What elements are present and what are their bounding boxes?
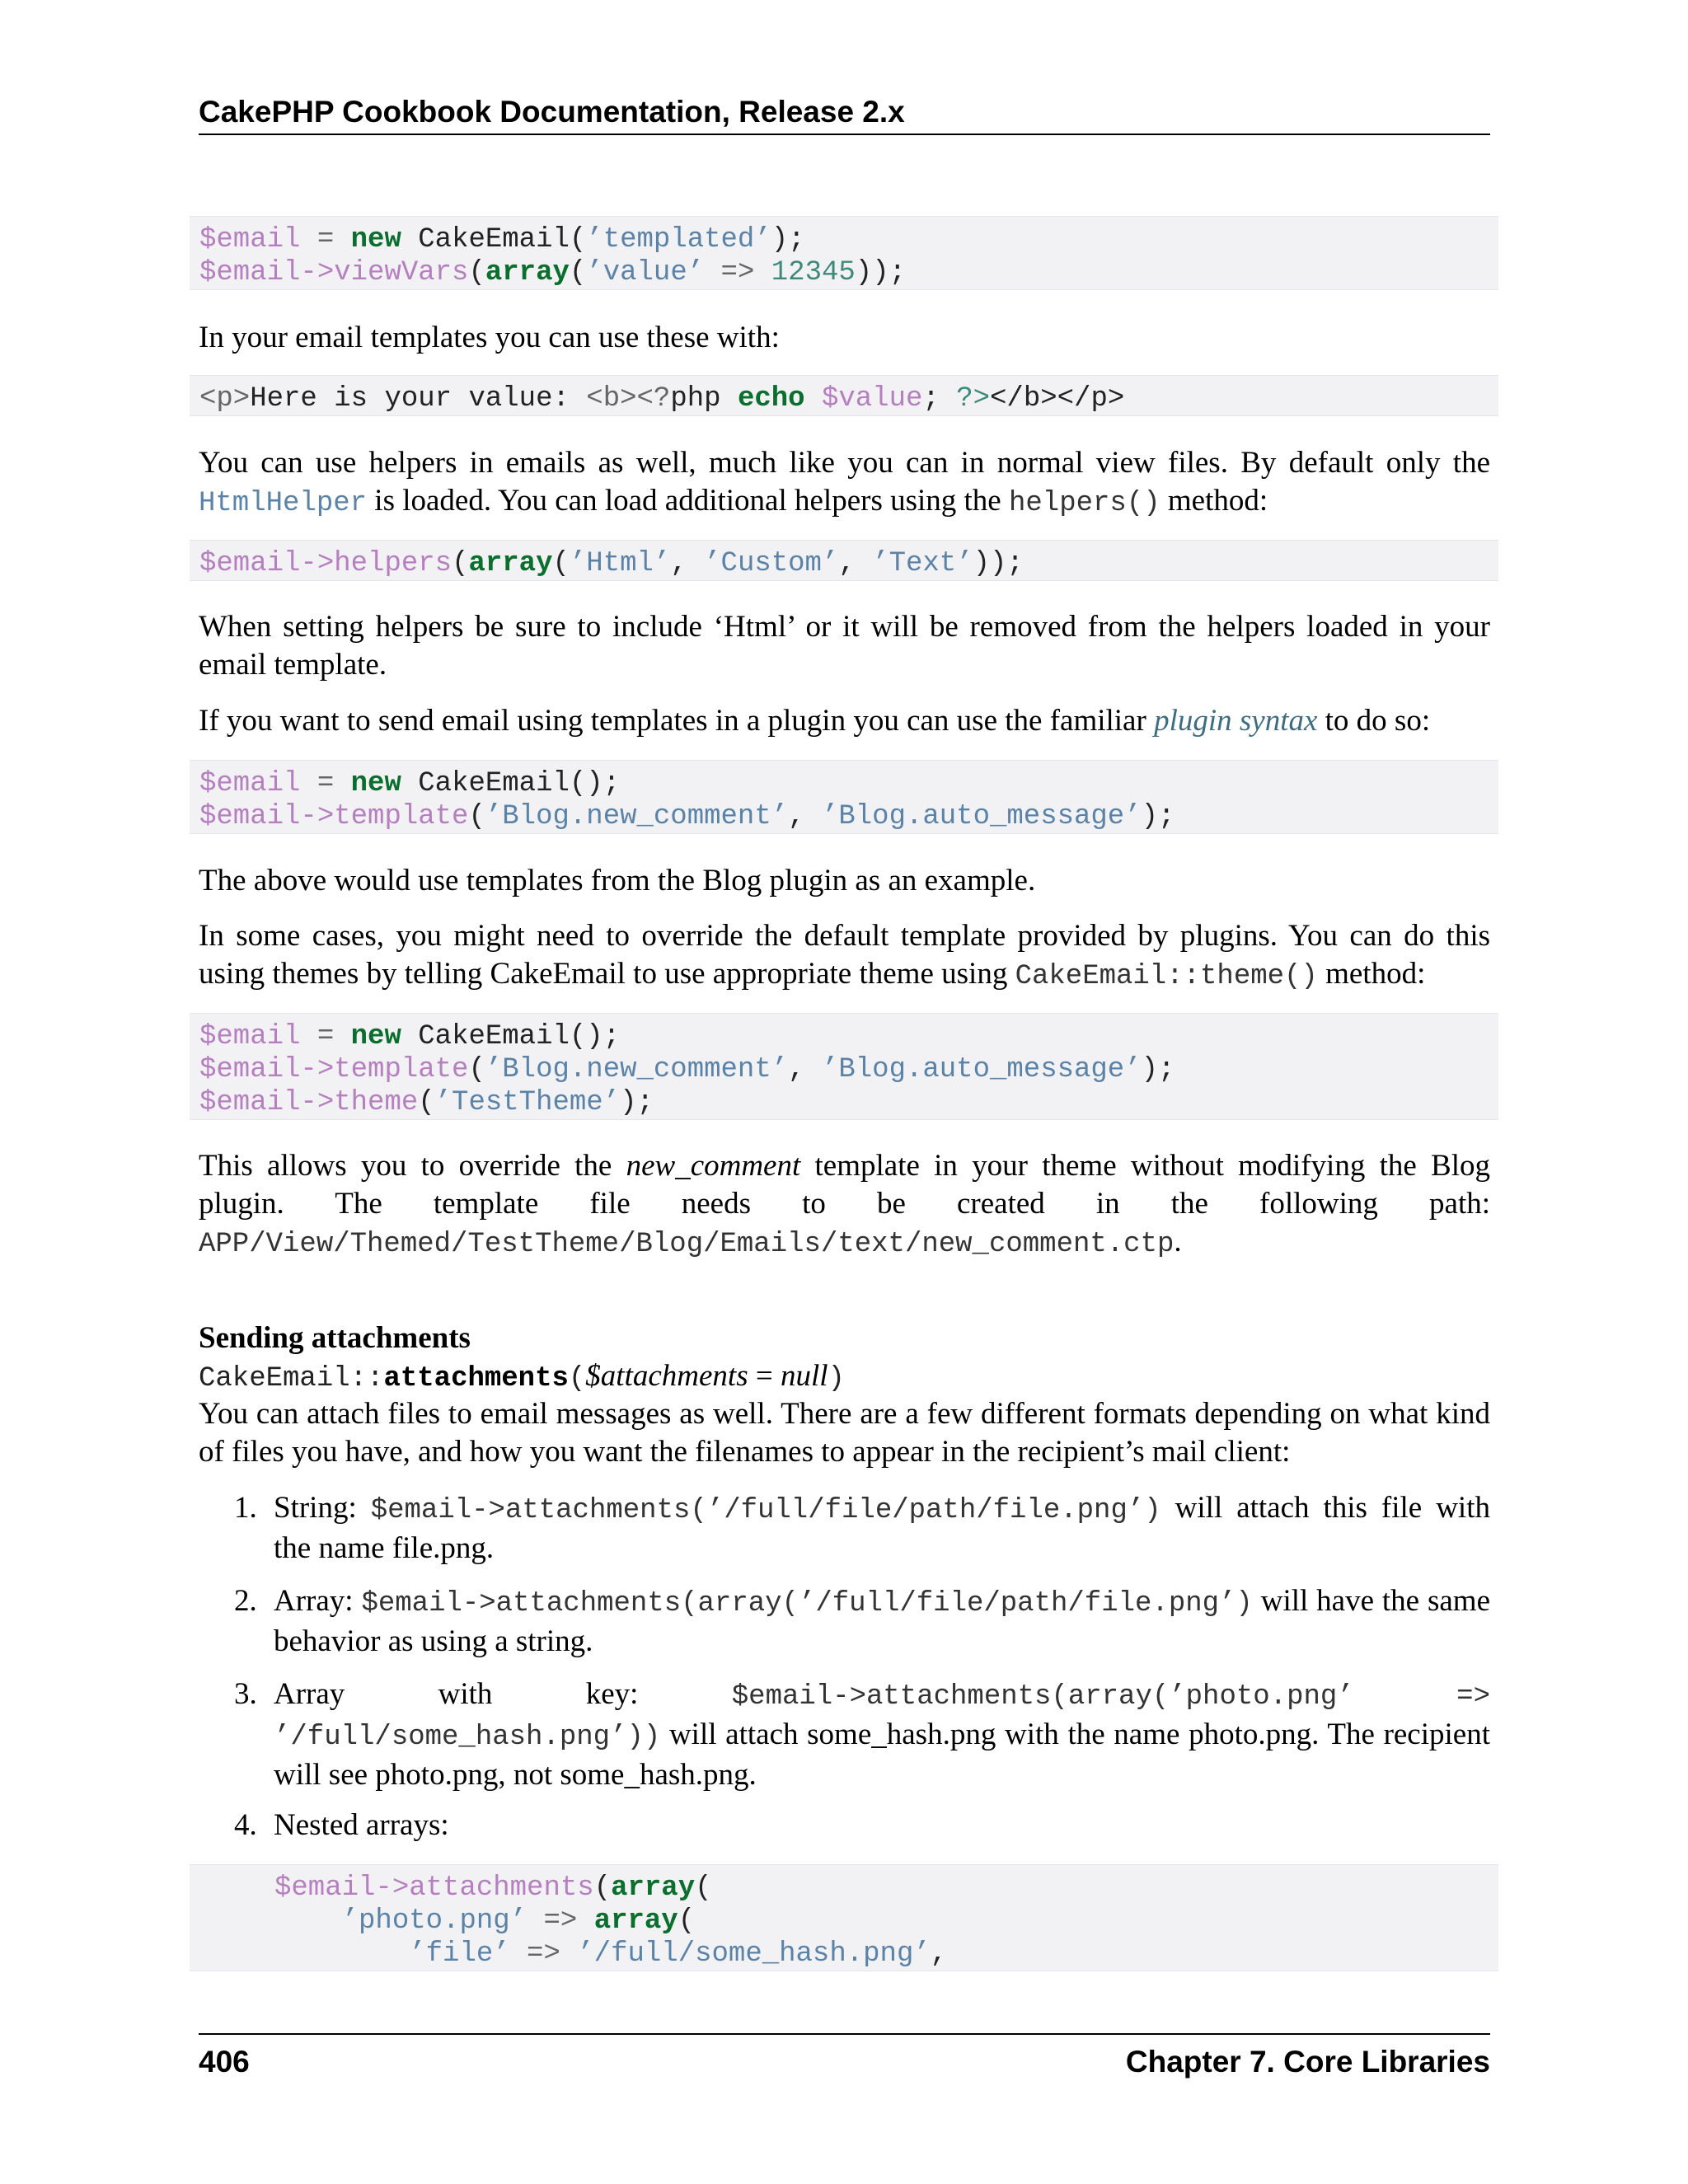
paragraph-override-note: This allows you to override the new_comment template in your theme without modifying the Blog plugin. The template file needs to be created in the following path: APP/View/Themed/TestTheme/Blog/Emails/text/new_comment.ctp. — [199, 1149, 1490, 1260]
code-listing: $email->attachments(array( ’photo.png’ => array( ’file’ => ’/full/some_hash.png’, — [274, 1872, 948, 1970]
paragraph-helpers-note: When setting helpers be sure to include ‘Html’ or it will be removed from the helpers loaded in your email template. — [199, 610, 1490, 682]
footer-rule — [199, 2033, 1490, 2035]
paragraph-plugin-templates: If you want to send email using templates in a plugin you can use the familiar plugin syntax to do so: — [199, 704, 1431, 738]
code-listing: $email = new CakeEmail(’templated’); $email->viewVars(array(’value’ => 12345)); — [199, 224, 907, 288]
list-item: 3. Array with key: $email->attachments(array(’photo.png’ => ’/full/some_hash.png’)) will attach some_hash.png with the name photo.png. The recipient will see photo.png, not some_hash.png. — [234, 1677, 1490, 1792]
chapter-title: Chapter 7. Core Libraries — [1125, 2045, 1490, 2079]
list-item: 4. Nested arrays: — [234, 1808, 449, 1842]
list-item: 1. String: $email->attachments(’/full/file/path/file.png’) will attach this file with the name file.png. — [234, 1491, 1490, 1565]
list-item: 2. Array: $email->attachments(array(’/full/file/path/file.png’) will have the same behavior as using a string. — [234, 1584, 1490, 1658]
paragraph-blog-example: The above would use templates from the Blog plugin as an example. — [199, 864, 1036, 898]
page-footer — [199, 2042, 1490, 2082]
code-block-plugin-template — [190, 760, 1498, 834]
inline-code-htmlhelper: HtmlHelper — [199, 488, 368, 519]
code-block-template-usage — [190, 375, 1498, 416]
code-listing: <p>Here is your value: <b><?php echo $value; ?></b></p> — [199, 383, 1125, 415]
code-block-templated — [190, 216, 1498, 290]
code-block-helpers — [190, 540, 1498, 581]
paragraph-override-themes: In some cases, you might need to override the default template provided by plugins. You can do this using themes by telling CakeEmail to use appropriate theme using CakeEmail::theme() method: — [199, 919, 1490, 992]
paragraph-templates-intro: In your email templates you can use these with: — [199, 321, 780, 354]
page-number: 406 — [199, 2045, 250, 2079]
section-heading: Sending attachments — [199, 1321, 471, 1355]
running-header: CakePHP Cookbook Documentation, Release 2.x — [199, 95, 905, 129]
plugin-syntax-link[interactable]: plugin syntax — [1154, 704, 1318, 738]
code-block-theme — [190, 1013, 1498, 1120]
method-signature: CakeEmail::attachments($attachments = null) — [199, 1359, 845, 1394]
code-block-nested-arrays — [190, 1864, 1498, 1971]
inline-code-path: APP/View/Themed/TestTheme/Blog/Emails/text/new_comment.ctp — [199, 1229, 1175, 1260]
header-rule — [199, 134, 1490, 135]
code-listing: $email->helpers(array(’Html’, ’Custom’, ’Text’)); — [199, 548, 1024, 579]
inline-code-helpers: helpers() — [1008, 488, 1160, 519]
paragraph-helpers: You can use helpers in emails as well, much like you can in normal view files. By default only the HtmlHelper is loaded. You can load additional helpers using the helpers() method: — [199, 446, 1490, 519]
code-listing: $email = new CakeEmail(); $email->template(’Blog.new_comment’, ’Blog.auto_message’); — [199, 768, 1175, 832]
code-listing: $email = new CakeEmail(); $email->template(’Blog.new_comment’, ’Blog.auto_message’); $email->theme(’TestTheme’); — [199, 1021, 1175, 1118]
inline-code-theme: CakeEmail::theme() — [1015, 961, 1318, 992]
paragraph-attachments-intro: You can attach files to email messages as well. There are a few different formats depending on what kind of files you have, and how you want the filenames to appear in the recipient’s mail client: — [199, 1397, 1490, 1469]
